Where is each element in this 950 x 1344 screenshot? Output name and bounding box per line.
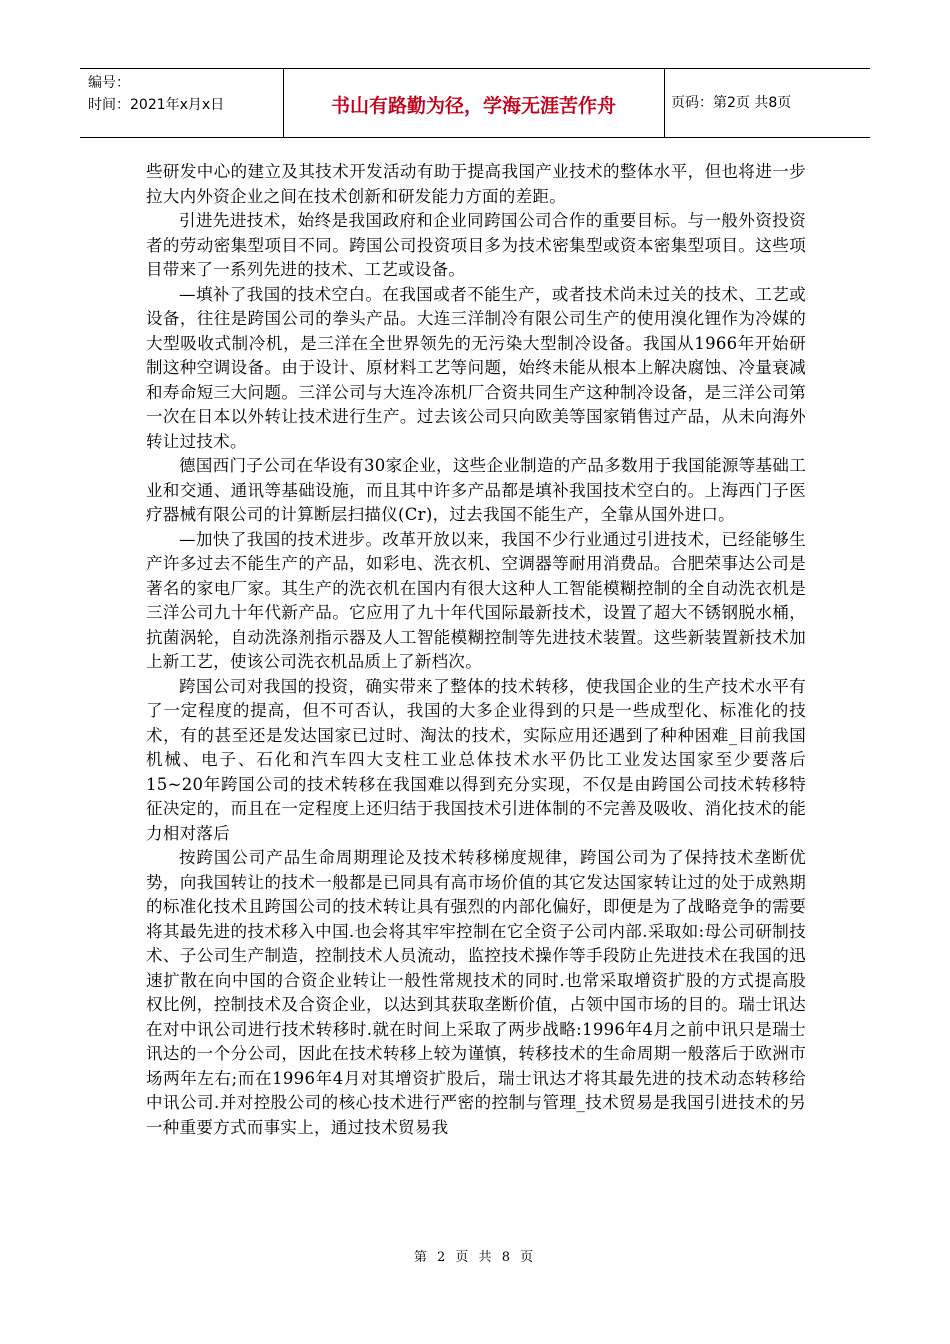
- body-paragraph: 德国西门子公司在华设有30家企业，这些企业制造的产品多数用于我国能源等基础工业和交通、通讯等基础设施，而且其中许多产品都是填补我国技术空白的。上海西门子医疗器械有限公司的计算断层扫描仪(Cr)，过去我国不能生产，全靠从国外进口。: [146, 456, 806, 524]
- header-motto-cell: [283, 69, 665, 137]
- document-number-label: 编号：: [88, 75, 130, 91]
- document-date: 时间：2021年x月x日: [88, 97, 225, 113]
- page-header: [80, 68, 870, 138]
- page-footer: 第 2 页 共 8 页: [413, 1250, 537, 1265]
- header-motto: 书山有路勤为径，学海无涯苦作舟: [330, 95, 616, 117]
- header-page-cell: [665, 69, 870, 137]
- body-paragraph: 按跨国公司产品生命周期理论及技术转移梯度规律，跨国公司为了保持技术垄断优势，向我国转让的技术一般都是已同具有高市场价值的其它发达国家转让过的处于成熟期的标准化技术且跨国公司的技术转让具有强烈的内部化偏好，即便是为了战略竞争的需要将其最先进的技术移入中国.也会将其牢牢控制在它全资子公司内部.采取如:母公司研制技术、子公司生产制造，控制技术人员流动，监控技术操作等手段防止先进技术在我国的迅速扩散在向中国的合资企业转让一般性常规技术的同时.也常采取增资扩股的方式提高股权比例，控制技术及合资企业，以达到其获取垄断价值，占领中国市场的目的。瑞士讯达在对中讯公司进行技术转移时.就在时间上采取了两步战略:1996年4月之前中讯只是瑞士讯达的一个分公司，因此在技术转移上较为谨慎，转移技术的生命周期一般落后于欧洲市场两年左右;而在1996年4月对其增资扩股后，瑞士讯达才将其最先进的技术动态转移给中讯公司.并对控股公司的核心技术进行严密的控制与管理_技术贸易是我国引进技术的另一种重要方式而事实上，通过技术贸易我: [146, 848, 806, 1137]
- body-paragraph: 些研发中心的建立及其技术开发活动有助于提高我国产业技术的整体水平，但也将进一步拉大内外资企业之间在技术创新和研发能力方面的差距。: [146, 162, 806, 206]
- body-paragraph: —加快了我国的技术进步。改革开放以来，我国不少行业通过引进技术，已经能够生产许多过去不能生产的产品，如彩电、洗衣机、空调器等耐用消费品。合肥荣事达公司是著名的家电厂家。其生产的洗衣机在国内有很大这种人工智能模糊控制的全自动洗衣机是三洋公司九十年代新产品。它应用了九十年代国际最新技术，设置了超大不锈钢脱水桶，抗菌涡轮，自动洗涤剂指示器及人工智能模糊控制等先进技术装置。这些新装置新技术加上新工艺，使该公司洗衣机品质上了新档次。: [146, 529, 806, 671]
- body-paragraph: 跨国公司对我国的投资，确实带来了整体的技术转移，使我国企业的生产技术水平有了一定程度的提高，但不可否认，我国的大多企业得到的只是一些成型化、标准化的技术，有的甚至还是发达国家已过时、淘汰的技术，实际应用还遇到了种种困难_目前我国机械、电子、石化和汽车四大支柱工业总体技术水平仍比工业发达国家至少要落后15~20年跨国公司的技术转移在我国难以得到充分实现，不仅是由跨国公司技术转移特征决定的，而且在一定程度上还归结于我国技术引进体制的不完善及吸收、消化技术的能力相对落后: [146, 676, 806, 843]
- body-paragraph: —填补了我国的技术空白。在我国或者不能生产，或者技术尚未过关的技术、工艺或设备，往往是跨国公司的拳头产品。大连三洋制冷有限公司生产的使用溴化锂作为冷媒的大型吸收式制冷机，是三洋在全世界领先的无污染大型制冷设备。我国从1966年开始研制这种空调设备。由于设计、原材料工艺等问题，始终未能从根本上解决腐蚀、冷量衰减和寿命短三大问题。三洋公司与大连冷冻机厂合资共同生产这种制冷设备，是三洋公司第一次在日本以外转让技术进行生产。过去该公司只向欧美等国家销售过产品，从未向海外转让过技术。: [146, 284, 806, 451]
- body-paragraph: 引进先进技术，始终是我国政府和企业同跨国公司合作的重要目标。与一般外资投资者的劳动密集型项目不同。跨国公司投资项目多为技术密集型或资本密集型项目。这些项目带来了一系列先进的技术、工艺或设备。: [146, 211, 806, 279]
- document-body: [146, 160, 806, 1140]
- header-meta-cell: [80, 69, 284, 137]
- header-page-info: 页码：第2页 共8页: [671, 95, 792, 111]
